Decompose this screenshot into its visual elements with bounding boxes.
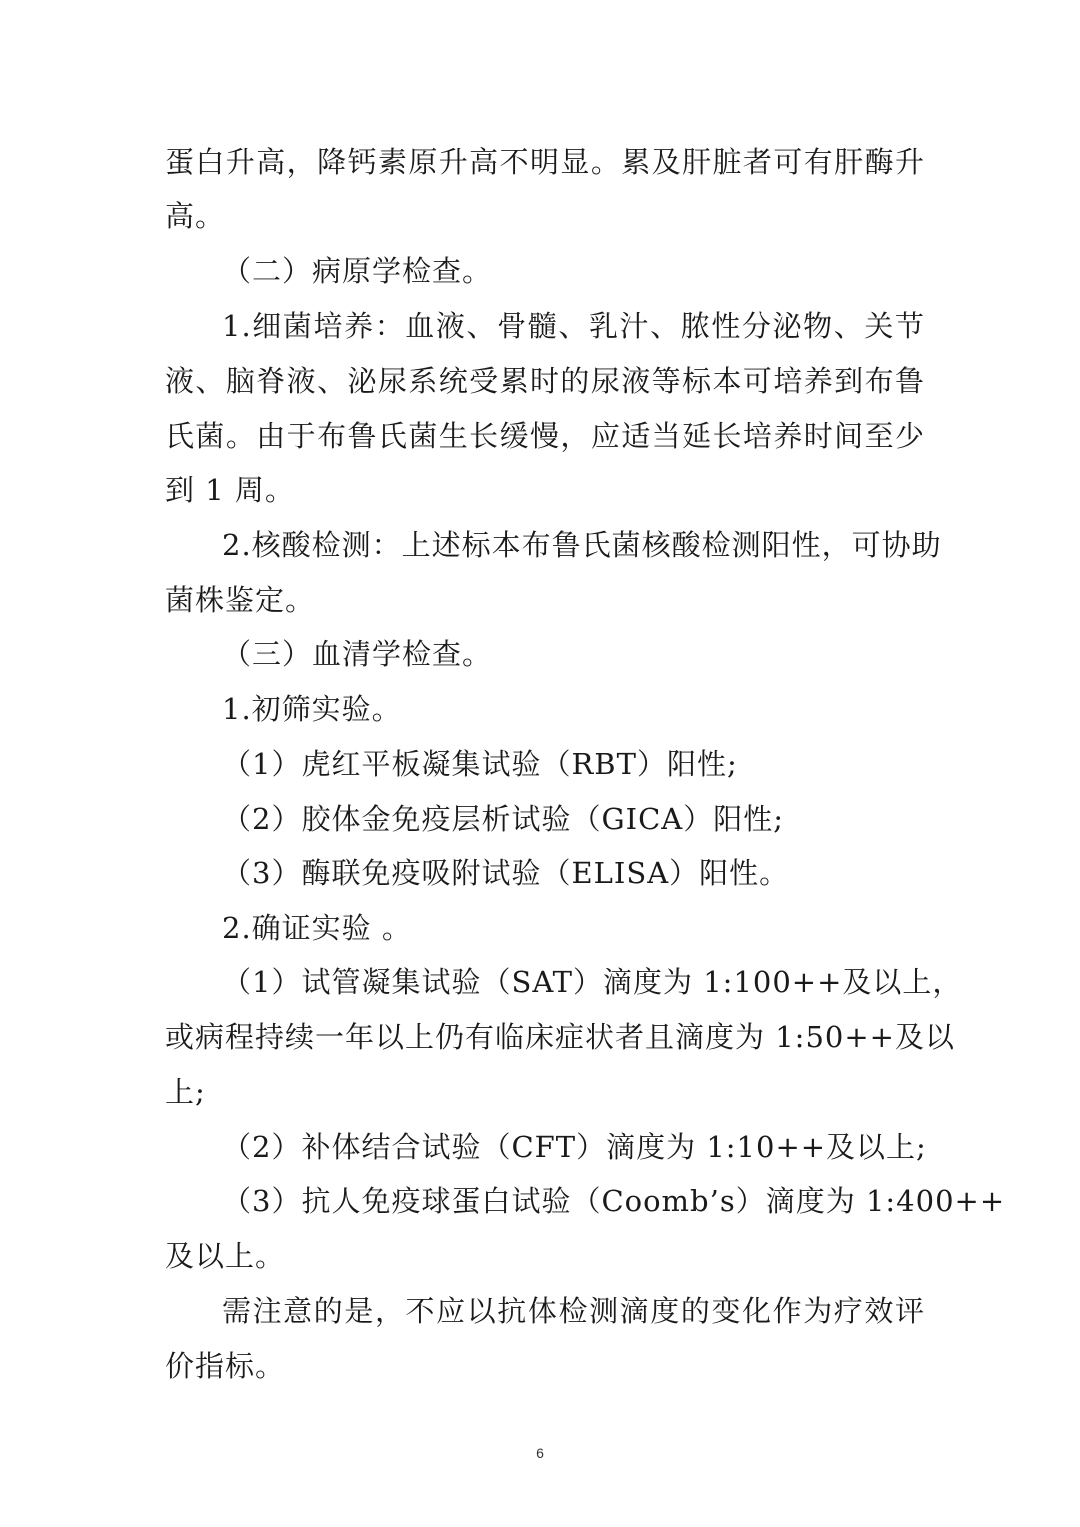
section-heading-pathogen: （二）病原学检查。 xyxy=(222,254,493,288)
confirmatory-heading: 2.确证实验 。 xyxy=(222,911,412,945)
screening-item-gica: （2）胶体金免疫层析试验（GICA）阳性; xyxy=(222,802,784,836)
confirmatory-sat-line-3: 上; xyxy=(165,1075,206,1109)
confirmatory-sat-line-1: （1）试管凝集试验（SAT）滴度为 1:100++及以上， xyxy=(222,965,963,999)
nucleic-acid-line-2: 菌株鉴定。 xyxy=(165,583,316,617)
paragraph-line-2: 高。 xyxy=(165,199,226,233)
note-line-1: 需注意的是，不应以抗体检测滴度的变化作为疗效评 xyxy=(222,1294,925,1328)
paragraph-line-1: 蛋白升高，降钙素原升高不明显。累及肝脏者可有肝酶升 xyxy=(165,145,925,179)
screening-item-rbt: （1）虎红平板凝集试验（RBT）阳性; xyxy=(222,747,738,781)
confirmatory-coombs-line-1: （3）抗人免疫球蛋白试验（Coomb’s）滴度为 1:400++ xyxy=(222,1184,1006,1218)
screening-heading: 1.初筛实验。 xyxy=(222,692,402,726)
culture-line-4: 到 1 周。 xyxy=(165,473,295,507)
nucleic-acid-line-1: 2.核酸检测：上述标本布鲁氏菌核酸检测阳性，可协助 xyxy=(222,528,942,562)
confirmatory-cft: （2）补体结合试验（CFT）滴度为 1:10++及以上; xyxy=(222,1130,927,1164)
section-heading-serology: （三）血清学检查。 xyxy=(222,637,493,671)
screening-item-elisa: （3）酶联免疫吸附试验（ELISA）阳性。 xyxy=(222,856,790,890)
culture-line-1: 1.细菌培养：血液、骨髓、乳汁、脓性分泌物、关节 xyxy=(222,309,925,343)
culture-line-2: 液、脑脊液、泌尿系统受累时的尿液等标本可培养到布鲁 xyxy=(165,364,925,398)
confirmatory-coombs-line-2: 及以上。 xyxy=(165,1239,286,1273)
culture-line-3: 氏菌。由于布鲁氏菌生长缓慢，应适当延长培养时间至少 xyxy=(165,419,925,453)
confirmatory-sat-line-2: 或病程持续一年以上仍有临床症状者且滴度为 1:50++及以 xyxy=(165,1020,955,1054)
page-number: 6 xyxy=(536,1445,544,1461)
note-line-2: 价指标。 xyxy=(165,1349,286,1383)
